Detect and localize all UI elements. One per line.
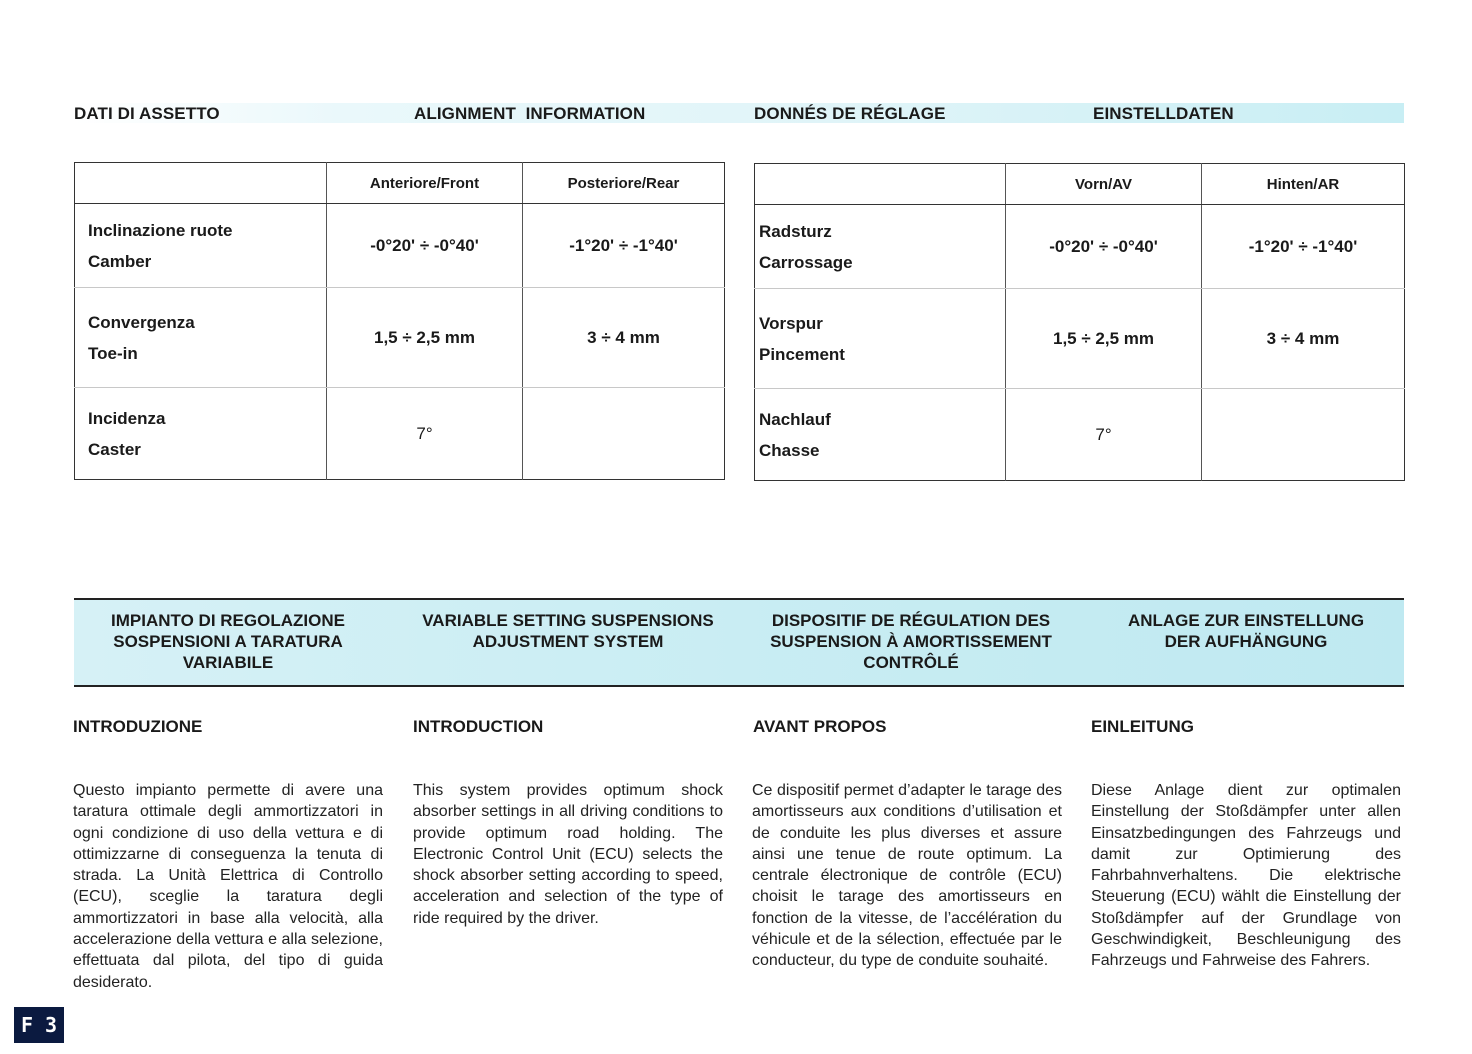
alignment-table-it-en <box>74 162 725 480</box>
row-label <box>75 288 327 388</box>
label-en: Camber <box>88 251 152 271</box>
row-label <box>75 204 327 288</box>
page-number-badge: F 3 <box>14 1007 64 1043</box>
table-row-camber <box>755 205 1405 289</box>
label-fr: Pincement <box>759 344 845 364</box>
label-it: Convergenza <box>88 312 195 332</box>
alignment-title-en: ALIGNMENT INFORMATION <box>414 104 646 123</box>
table-row-toe <box>755 289 1405 389</box>
header-empty-cell <box>75 163 327 204</box>
value-front: -0°20' ÷ -0°40' <box>1006 205 1202 289</box>
row-label <box>755 205 1006 289</box>
header-rear: Posteriore/Rear <box>523 163 725 204</box>
alignment-title-fr: DONNÉS DE RÉGLAGE <box>754 104 946 123</box>
table-header-row <box>75 163 725 204</box>
intro-text-en: This system provides optimum shock absorber settings in all driving conditions to provide optimum road holding. The Electronic Control Unit (ECU) selects the shock absorber setting according to speed, acceleration and selection of the type of ride required by the driver. <box>413 782 723 927</box>
value-front: 7° <box>327 388 523 480</box>
label-it: Incidenza <box>88 408 166 428</box>
label-en: Caster <box>88 439 141 459</box>
intro-text-de: Diese Anlage dient zur optimalen Einstellung der Stoßdämpfer unter allen Einsatzbedingungen des Fahrzeugs und damit zur Optimierung des Fahrbahnverhaltens. Die elektrische Steuerung (ECU) wählt die Einstellung der Stoßdämpfer auf der Grundlage von Geschwindigkeit, Beschleunigung des Fahrzeugs und Fahrweise des Fahrers. <box>1091 782 1401 970</box>
label-it: Inclinazione ruote <box>88 220 233 240</box>
row-label <box>75 388 327 480</box>
value-front: 7° <box>1006 389 1202 481</box>
table-header-row <box>755 164 1405 205</box>
suspension-title-it: IMPIANTO DI REGOLAZIONE SOSPENSIONI A TARATURA VARIABILE <box>111 611 345 672</box>
table-row-camber <box>75 204 725 288</box>
label-fr: Carrossage <box>759 252 853 272</box>
value-rear: 3 ÷ 4 mm <box>523 288 725 388</box>
header-front: Vorn/AV <box>1006 164 1202 205</box>
header-rear: Hinten/AR <box>1202 164 1405 205</box>
label-de: Vorspur <box>759 313 823 333</box>
label-de: Nachlauf <box>759 409 831 429</box>
value-front: 1,5 ÷ 2,5 mm <box>327 288 523 388</box>
label-de: Radsturz <box>759 221 832 241</box>
intro-text-it: Questo impianto permette di avere una taratura ottimale degli ammortizzatori in ogni condizione di uso della vettura e di ottimizzarne di conseguenza la tenuta di strada. La Unità Elettrica di Controllo (ECU), sceglie la taratura degli ammortizzatori in base alla velocità, alla accelerazione della vettura e alla selezione, effettuata dal pilota, del tipo di guida desiderato. <box>73 782 383 991</box>
table-row-caster <box>755 389 1405 481</box>
row-label <box>755 389 1006 481</box>
label-fr: Chasse <box>759 440 820 460</box>
intro-text-fr: Ce dispositif permet d’adapter le tarage des amortisseurs aux conditions d’utilisation et de conduite les plus diverses et assure ainsi une tenue de route optimum. La centrale électronique de contrôle (ECU) choisit le tarage des amortisseurs en fonction de la vitesse, de l’accélération du véhicule et de la sélection, effectuée par le conducteur, du type de conduite souhaité. <box>752 782 1062 970</box>
suspension-title-fr: DISPOSITIF DE RÉGULATION DES SUSPENSION À AMORTISSEMENT CONTRÔLÉ <box>770 611 1052 672</box>
value-rear: -1°20' ÷ -1°40' <box>1202 205 1405 289</box>
suspension-title-en: VARIABLE SETTING SUSPENSIONS ADJUSTMENT SYSTEM <box>422 611 714 651</box>
alignment-table-de-fr <box>754 163 1405 481</box>
intro-heading-de: EINLEITUNG <box>1091 717 1194 736</box>
suspension-title-de: ANLAGE ZUR EINSTELLUNG DER AUFHÄNGUNG <box>1127 611 1365 651</box>
value-rear <box>523 388 725 480</box>
intro-heading-fr: AVANT PROPOS <box>753 717 887 736</box>
table-row-caster <box>75 388 725 480</box>
intro-heading-en: INTRODUCTION <box>413 717 544 736</box>
value-front: 1,5 ÷ 2,5 mm <box>1006 289 1202 389</box>
label-en: Toe-in <box>88 343 138 363</box>
alignment-title-de: EINSTELLDATEN <box>1093 104 1234 123</box>
value-rear: 3 ÷ 4 mm <box>1202 289 1405 389</box>
alignment-title-it: DATI DI ASSETTO <box>74 104 220 123</box>
value-rear <box>1202 389 1405 481</box>
value-rear: -1°20' ÷ -1°40' <box>523 204 725 288</box>
header-empty-cell <box>755 164 1006 205</box>
header-front: Anteriore/Front <box>327 163 523 204</box>
intro-heading-it: INTRODUZIONE <box>73 717 203 736</box>
row-label <box>755 289 1006 389</box>
table-row-toe <box>75 288 725 388</box>
value-front: -0°20' ÷ -0°40' <box>327 204 523 288</box>
